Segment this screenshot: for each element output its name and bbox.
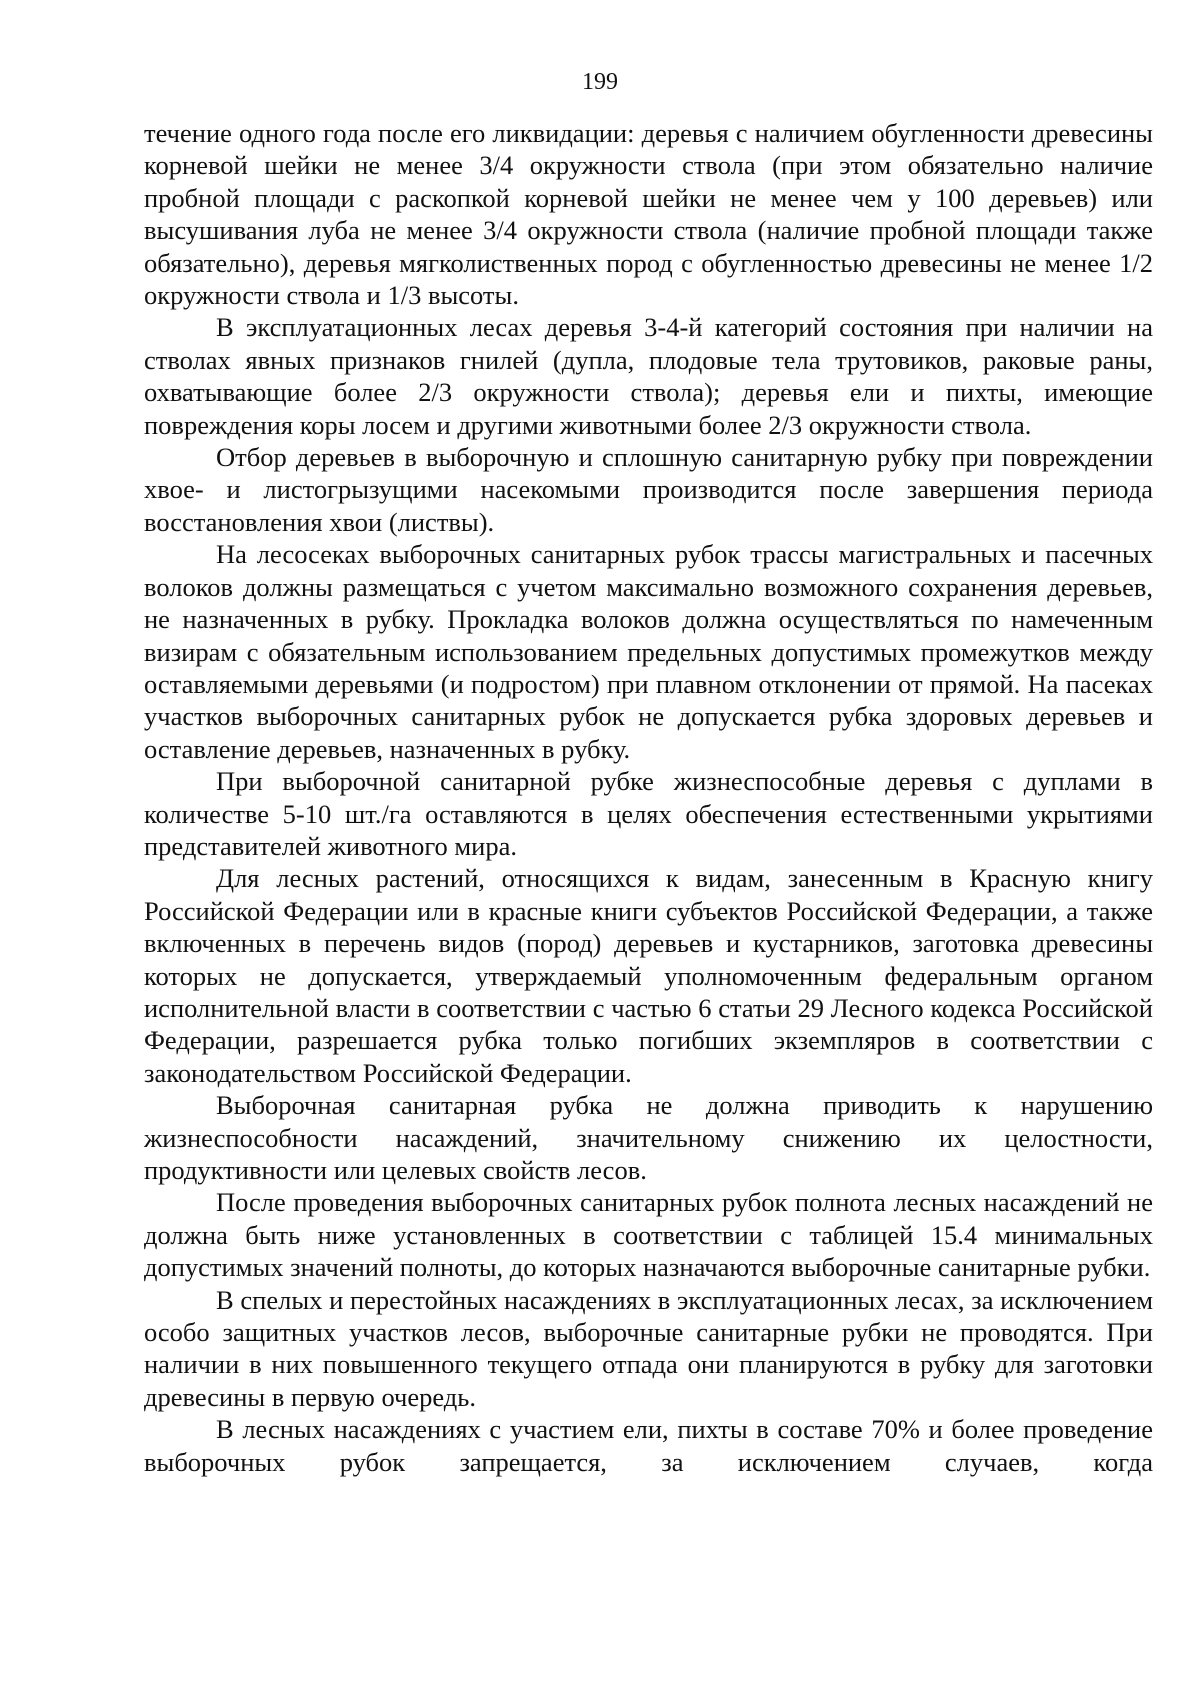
- paragraph-tree-selection: Отбор деревьев в выборочную и сплошную санитарную рубку при повреждении хвое- и листогрызущими насекомыми производится после завершения периода восстановления хвои (листвы).: [144, 442, 1153, 537]
- paragraph-red-book: Для лесных растений, относящихся к видам, занесенным в Красную книгу Российской Федерации или в красные книги субъектов Российской Федерации, а также включенных в перечень видов (пород) деревьев и кустарников, заготовка древесины которых не допускается, утверждаемый уполномоченным федеральным органом исполнительной власти в соответствии с частью 6 статьи 29 Лесного кодекса Российской Федерации, разрешается рубка только погибших экземпляров в соответствии с законодательством Российской Федерации.: [144, 863, 1153, 1088]
- page-number: 199: [582, 69, 618, 95]
- paragraph-mature-stands: В спелых и перестойных насаждениях в эксплуатационных лесах, за исключением особо защитных участков лесов, выборочные санитарные рубки не проводятся. При наличии в них повышенного текущего отпада они планируются в рубку для заготовки древесины в первую очередь.: [144, 1284, 1153, 1412]
- paragraph-stand-density: После проведения выборочных санитарных рубок полнота лесных насаждений не должна быть ниже установленных в соответствии с таблицей 15.4 минимальных допустимых значений полноты, до которых назначаются выборочные санитарные рубки.: [144, 1187, 1153, 1283]
- paragraph-skid-trails: На лесосеках выборочных санитарных рубок трассы магистральных и пасечных волоков должны размещаться с учетом максимально возможного сохранения деревьев, не назначенных в рубку. Прокладка волоков должна осуществляться по намеченным визирам с обязательным использованием предельных допустимых промежутков между оставляемыми деревьями (и подростом) при плавном отклонении от прямой. На пасеках участков выборочных санитарных рубок не допускается рубка здоровых деревьев и оставление деревьев, назначенных в рубку.: [144, 539, 1153, 764]
- paragraph-spruce-fir: В лесных насаждениях с участием ели, пихты в составе 70% и более проведение выборочных рубок запрещается, за исключением случаев, когда: [144, 1414, 1153, 1477]
- paragraph-viability: Выборочная санитарная рубка не должна приводить к нарушению жизнеспособности насаждений, значительному снижению их целостности, продуктивности или целевых свойств лесов.: [144, 1090, 1153, 1185]
- paragraph-exploitation-forests: В эксплуатационных лесах деревья 3-4-й категорий состояния при наличии на стволах явных признаков гнилей (дупла, плодовые тела трутовиков, раковые раны, охватывающие более 2/3 окружности ствола); деревья ели и пихты, имеющие повреждения коры лосем и другими животными более 2/3 окружности ствола.: [144, 312, 1153, 440]
- paragraph-continuation: течение одного года после его ликвидации: деревья с наличием обугленности древесины корневой шейки не менее 3/4 окружности ствола (при этом обязательно наличие пробной площади с раскопкой корневой шейки не менее чем у 100 деревьев) или высушивания луба не менее 3/4 окружности ствола (наличие пробной площади также обязательно), деревья мягколиственных пород с обугленностью древесины не менее 1/2 окружности ствола и 1/3 высоты.: [144, 118, 1153, 311]
- document-body: [144, 117, 1153, 1478]
- paragraph-hollow-trees: При выборочной санитарной рубке жизнеспособные деревья с дуплами в количестве 5-10 шт./га оставляются в целях обеспечения естественными укрытиями представителей животного мира.: [144, 766, 1153, 861]
